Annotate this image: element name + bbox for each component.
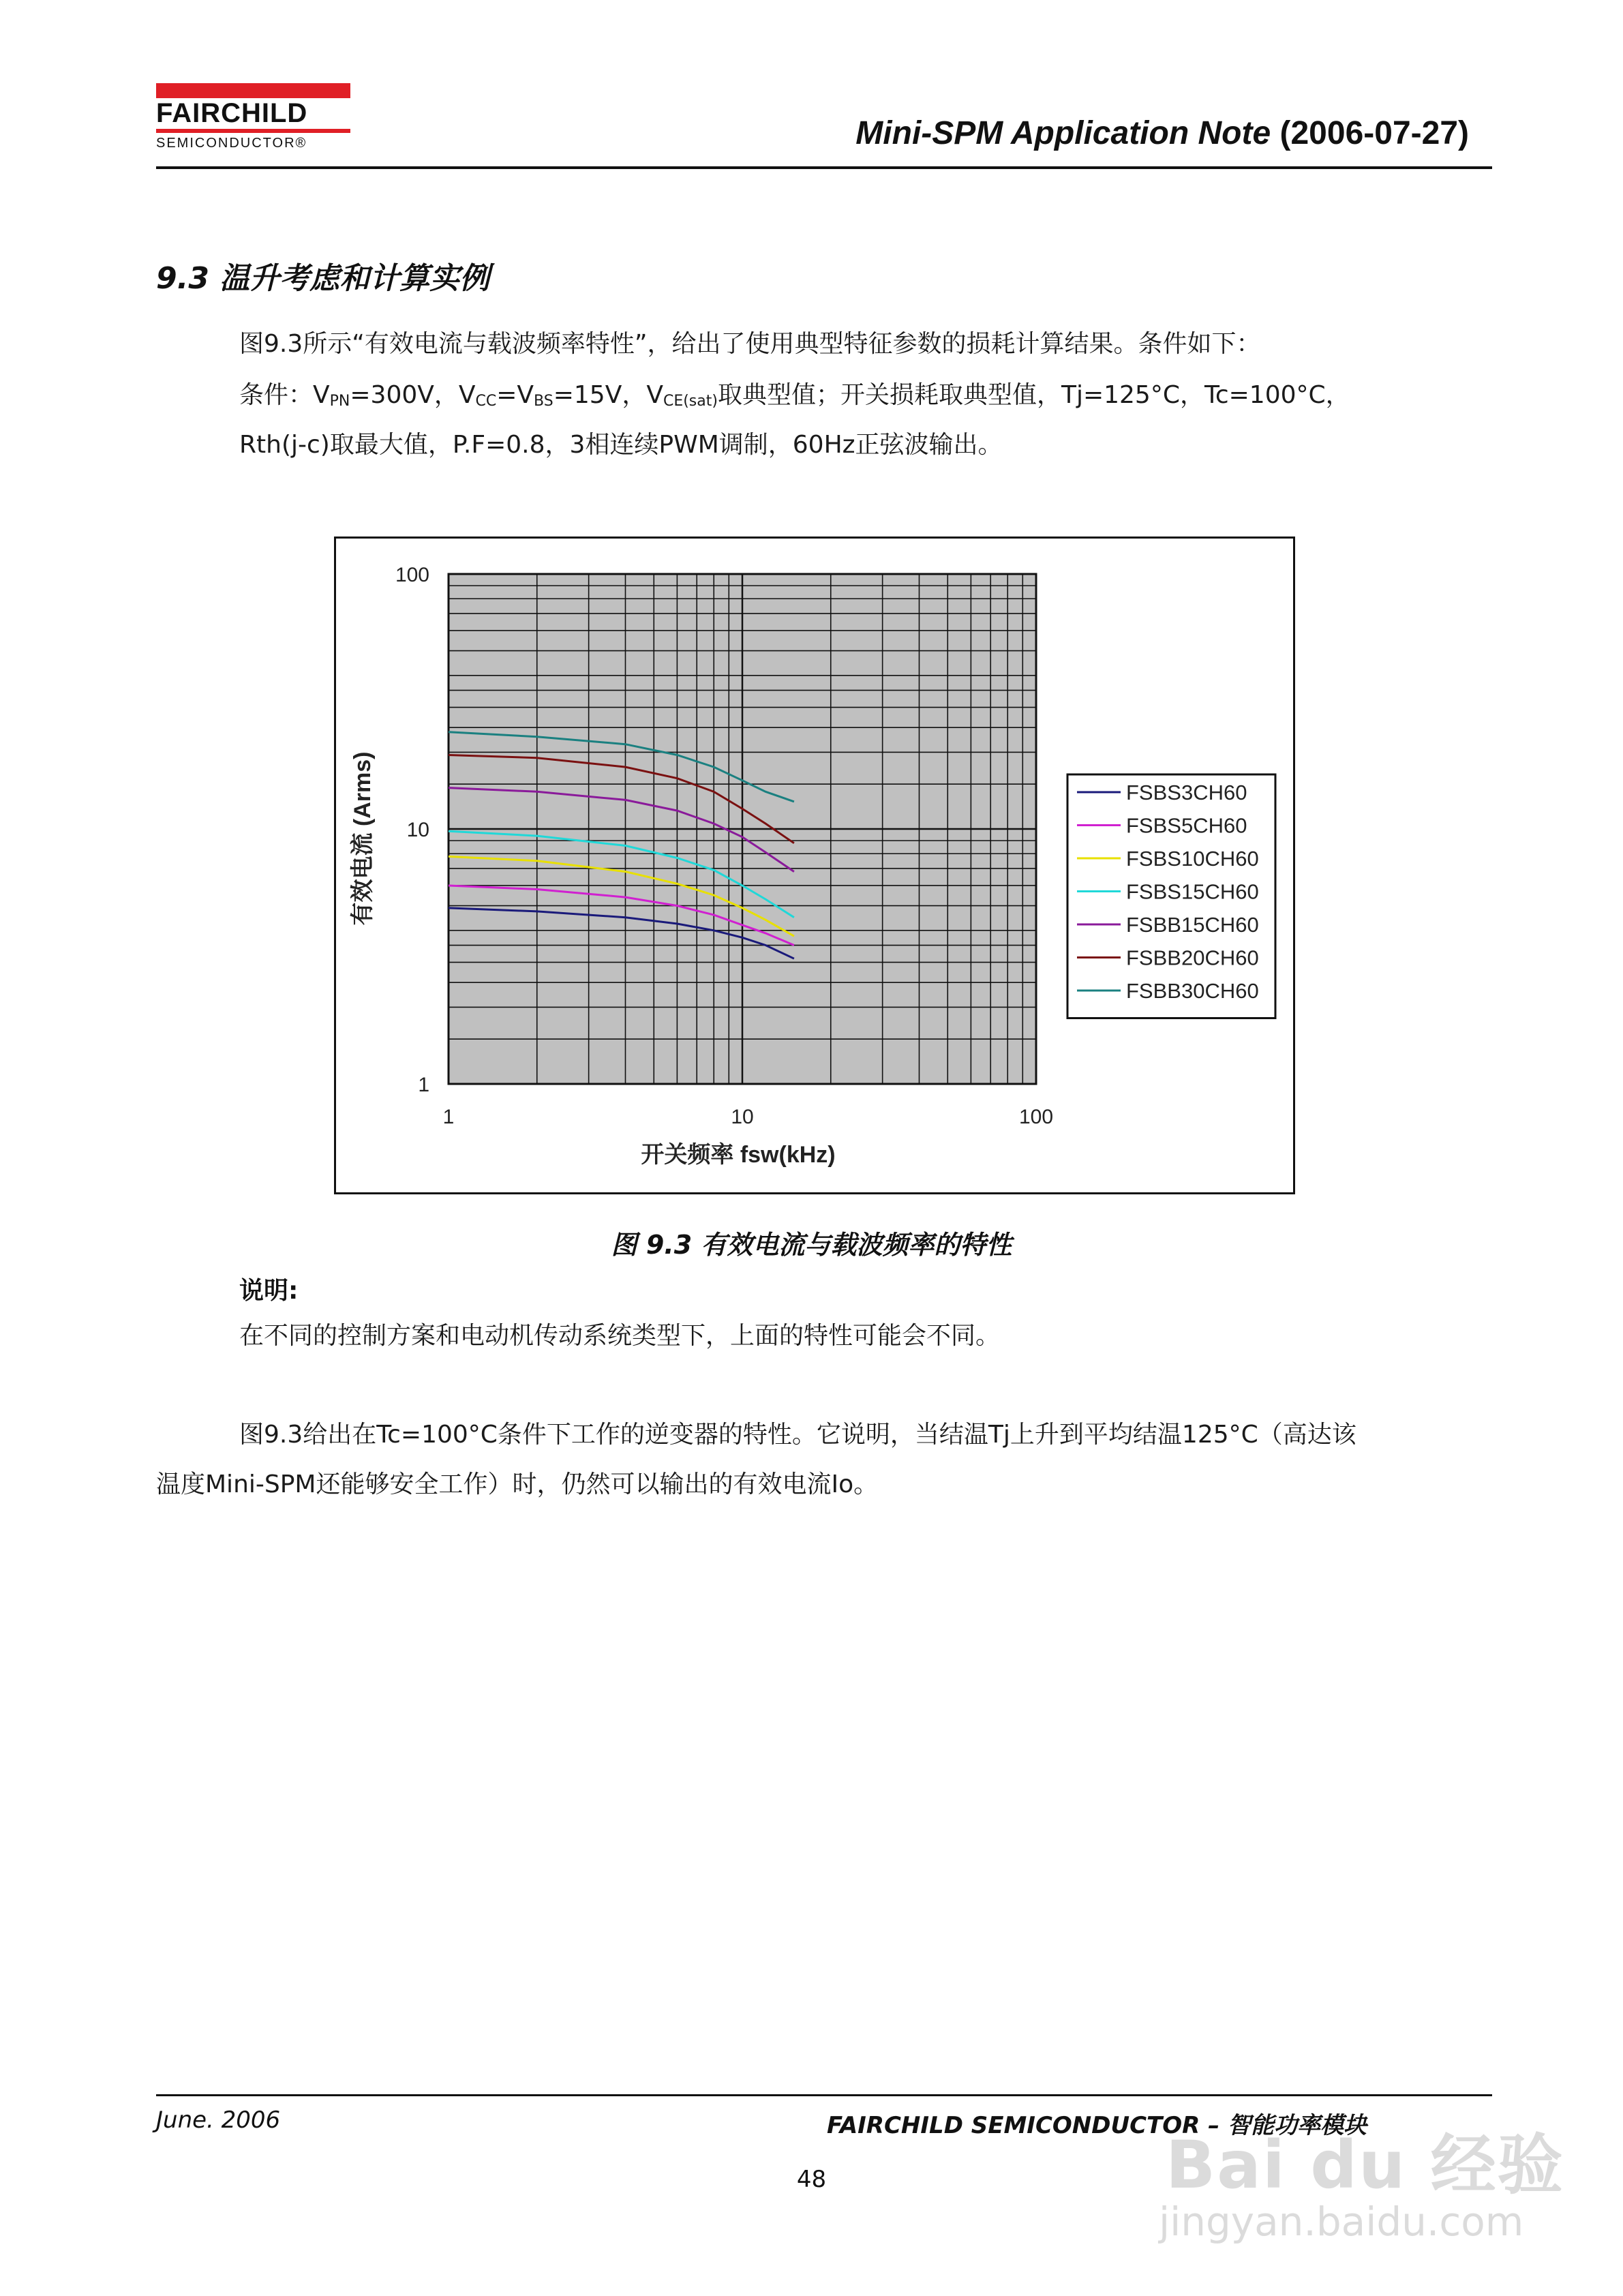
current-vs-frequency-chart [336, 539, 1293, 1192]
footer-company: FAIRCHILD SEMICONDUCTOR – 智能功率模块 [826, 2112, 1367, 2139]
intro-line-1: 图9.3所示“有效电流与载波频率特性”，给出了使用典型特征参数的损耗计算结果。条件如下： [239, 330, 1261, 358]
x-tick-labels [443, 1106, 1053, 1128]
note-label: 说明: [239, 1277, 299, 1305]
legend [1067, 774, 1275, 1018]
section-title: 9.3 温升考虑和计算实例 [156, 261, 490, 296]
sub-cc: CC [475, 393, 497, 410]
intro-line-2 [239, 378, 1350, 419]
legend-label-FSBS3CH60: FSBS3CH60 [1126, 781, 1247, 804]
page-number: 48 [796, 2166, 827, 2193]
x-tick-1: 1 [442, 1106, 455, 1128]
sub-pn: PN [329, 393, 350, 410]
intro-line-3: Rth(j-c)取最大值，P.F=0.8，3相连续PWM调制，60Hz正弦波输出。 [239, 431, 1003, 459]
note-text: 在不同的控制方案和电动机传动系统类型下，上面的特性可能会不同。 [239, 1322, 1001, 1350]
cond-prefix: 条件：V [239, 381, 330, 409]
legend-label-FSBS5CH60: FSBS5CH60 [1126, 813, 1247, 838]
baidu-watermark-logo: Bai du 经验 [1166, 2127, 1564, 2203]
grid-lines [449, 574, 1036, 1084]
body-line-1: 图9.3给出在Tc=100°C条件下工作的逆变器的特性。它说明，当结温Tj上升到平均结温125°C（高达该 [239, 1421, 1356, 1449]
legend-label-FSBB15CH60: FSBB15CH60 [1126, 913, 1259, 937]
footer-date: June. 2006 [156, 2106, 281, 2134]
logo-subtitle: SEMICONDUCTOR® [156, 136, 307, 151]
baidu-watermark-url: jingyan.baidu.com [1159, 2199, 1524, 2245]
logo-red-bar-top [156, 83, 350, 98]
legend-label-FSBB20CH60: FSBB20CH60 [1126, 946, 1259, 970]
sub-ce: CE(sat) [663, 393, 718, 410]
logo-wordmark: FAIRCHILD [156, 98, 308, 128]
legend-label-FSBB30CH60: FSBB30CH60 [1126, 979, 1259, 1003]
header-title [855, 115, 1469, 152]
sub-bs: BS [534, 393, 553, 410]
x-axis-label: 开关频率 fsw(kHz) [641, 1142, 836, 1168]
x-tick-100: 100 [1018, 1106, 1054, 1128]
x-tick-10: 10 [731, 1106, 754, 1128]
header-date: (2006-07-27) [1279, 115, 1469, 151]
header-divider [156, 166, 1492, 169]
header-title-text: Mini-SPM Application Note [855, 115, 1271, 151]
y-tick-10: 10 [406, 819, 429, 841]
cond-d: 取典型值；开关损耗取典型值，Tj=125°C，Tc=100°C， [717, 381, 1350, 409]
legend-label-FSBS15CH60: FSBS15CH60 [1126, 879, 1259, 904]
legend-label-FSBS10CH60: FSBS10CH60 [1126, 847, 1259, 871]
body-line-2: 温度Mini-SPM还能够安全工作）时，仍然可以输出的有效电流Io。 [156, 1470, 879, 1498]
y-tick-labels [395, 564, 429, 1096]
figure-frame [334, 537, 1295, 1194]
footer-divider [156, 2094, 1492, 2096]
cond-b: =V [496, 381, 534, 409]
y-tick-100: 100 [395, 564, 429, 586]
y-axis-label: 有效电流 (Arms) [350, 751, 376, 926]
cond-c: =15V，V [553, 381, 663, 409]
y-tick-1: 1 [418, 1074, 429, 1096]
logo-red-bar-bottom [156, 129, 350, 133]
figure-caption: 图 9.3 有效电流与载波频率的特性 [611, 1230, 1012, 1260]
cond-a: =300V，V [350, 381, 476, 409]
